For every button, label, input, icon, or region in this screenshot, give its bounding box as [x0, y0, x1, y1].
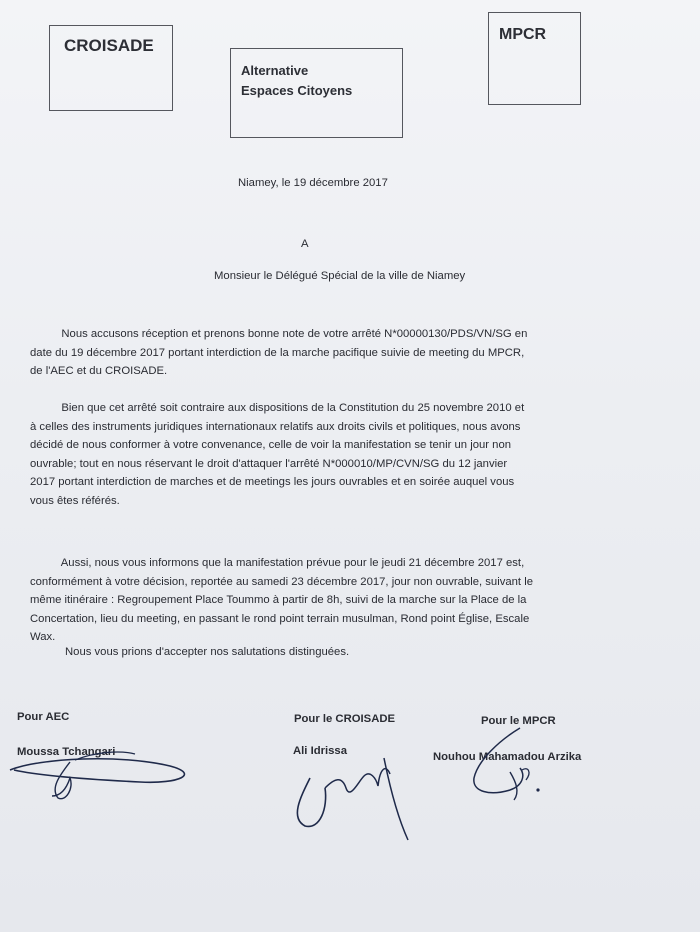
- aec-logo-box: [230, 48, 403, 138]
- croisade-logo-box: [49, 25, 173, 111]
- recipient: Monsieur le Délégué Spécial de la ville de Niamey: [214, 270, 466, 282]
- aec-label: [241, 61, 352, 101]
- signature-aec-image: [0, 740, 200, 810]
- paragraph-3: Aussi, nous vous informons que la manifestation prévue pour le jeudi 21 décembre 2017 est, conformément à votre décision, reportée au samedi 23 décembre 2017, jour non ouvrable, suivant le même itinéraire : Regroupement Place Toummo à partir de 8h, suivi de la marche sur la Place de la Concertation, lieu du meeting, en passant le rond point terrain musulman, Rond point Église, Escale Wax.: [30, 557, 534, 643]
- signature-croisade-image: [280, 748, 420, 848]
- signatory-name-aec: Moussa Tchangari: [17, 746, 116, 758]
- address-to: A: [301, 238, 309, 250]
- signature-label-aec: Pour AEC: [17, 711, 70, 723]
- signature-label-croisade: Pour le CROISADE: [294, 713, 396, 725]
- paragraph-1: Nous accusons réception et prenons bonne note de votre arrêté N*00000130/PDS/VN/SG en date du 19 décembre 2017 portant interdiction de la marche pacifique suivie de meeting du MPCR, de l'AEC et du CROISADE.: [30, 328, 528, 377]
- signatory-name-croisade: Ali Idrissa: [293, 745, 347, 757]
- mpcr-logo-box: [488, 12, 581, 105]
- signatory-name-mpcr: Nouhou Mahamadou Arzika: [433, 751, 582, 763]
- paragraph-2: Bien que cet arrêté soit contraire aux dispositions de la Constitution du 25 novembre 2010 et à celles des instruments juridiques internationaux relatifs aux droits civils et politiques, nous avons décidé de nous conformer à votre convenance, celle de voir la manifestation se tenir un jour non ouvrable; tout en nous réservant le droit d'attaquer l'arrêté N*000010/MP/CVN/SG du 12 janvier 2017 portant interdiction de marches et de meetings les jours ouvrables et en soirée auquel vous vous êtes référés.: [30, 402, 525, 507]
- aec-label-line1: Alternative: [241, 63, 309, 78]
- signature-label-mpcr: Pour le MPCR: [481, 715, 556, 727]
- aec-label-line2: Espaces Citoyens: [241, 83, 353, 98]
- signature-mpcr-image: [460, 720, 580, 810]
- closing-salutation: Nous vous prions d'accepter nos salutations distinguées.: [65, 646, 350, 658]
- croisade-label: CROISADE: [64, 36, 154, 55]
- place-date: Niamey, le 19 décembre 2017: [238, 177, 388, 189]
- mpcr-label: MPCR: [499, 26, 547, 43]
